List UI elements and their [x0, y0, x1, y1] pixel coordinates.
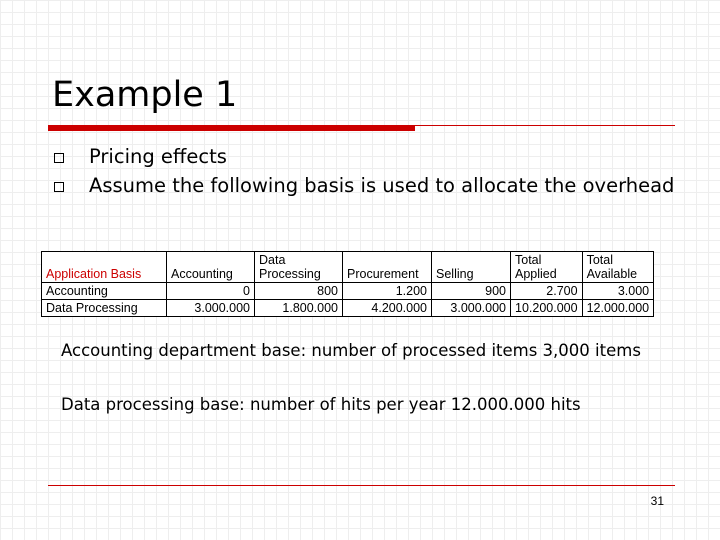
table-header-cell: Data Processing: [255, 252, 343, 283]
table-cell: 1.800.000: [255, 300, 343, 317]
slide-title: Example 1: [52, 75, 238, 115]
table-header-cell: Application Basis: [42, 252, 167, 283]
table-header-cell: Total Available: [582, 252, 654, 283]
footer-rule: [48, 485, 675, 486]
table-cell: Accounting: [42, 283, 167, 300]
table-cell: Data Processing: [42, 300, 167, 317]
table-cell: 10.200.000: [511, 300, 583, 317]
table-cell: 2.700: [511, 283, 583, 300]
table-row: [42, 283, 654, 300]
table-header-cell: Total Applied: [511, 252, 583, 283]
page-number: 31: [650, 494, 664, 508]
bullet-item: [52, 171, 692, 200]
table-cell: 900: [432, 283, 511, 300]
allocation-basis-table: [41, 251, 654, 317]
table-cell: 0: [167, 283, 255, 300]
bullet-text: Assume the following basis is used to allocate the overhead: [89, 174, 675, 197]
data-processing-base-note: Data processing base: number of hits per year 12.000.000 hits: [61, 395, 581, 414]
table-cell: 1.200: [343, 283, 432, 300]
square-bullet-icon: [54, 153, 64, 163]
table-header-cell: Procurement: [343, 252, 432, 283]
table-header-cell: Accounting: [167, 252, 255, 283]
square-bullet-icon: [54, 182, 64, 192]
table-cell: 3.000.000: [432, 300, 511, 317]
bullet-item: [52, 142, 692, 171]
table-row: [42, 300, 654, 317]
table-cell: 12.000.000: [582, 300, 654, 317]
table-cell: 800: [255, 283, 343, 300]
table-header-cell: Selling: [432, 252, 511, 283]
table-header-row: [42, 252, 654, 283]
accounting-base-note: Accounting department base: number of processed items 3,000 items: [61, 341, 641, 360]
title-underline-rule: [415, 125, 675, 126]
bullet-text: Pricing effects: [89, 145, 227, 168]
table-cell: 4.200.000: [343, 300, 432, 317]
table-cell: 3.000: [582, 283, 654, 300]
bullet-list: [52, 142, 692, 200]
title-underline-accent: [48, 125, 415, 131]
table-cell: 3.000.000: [167, 300, 255, 317]
